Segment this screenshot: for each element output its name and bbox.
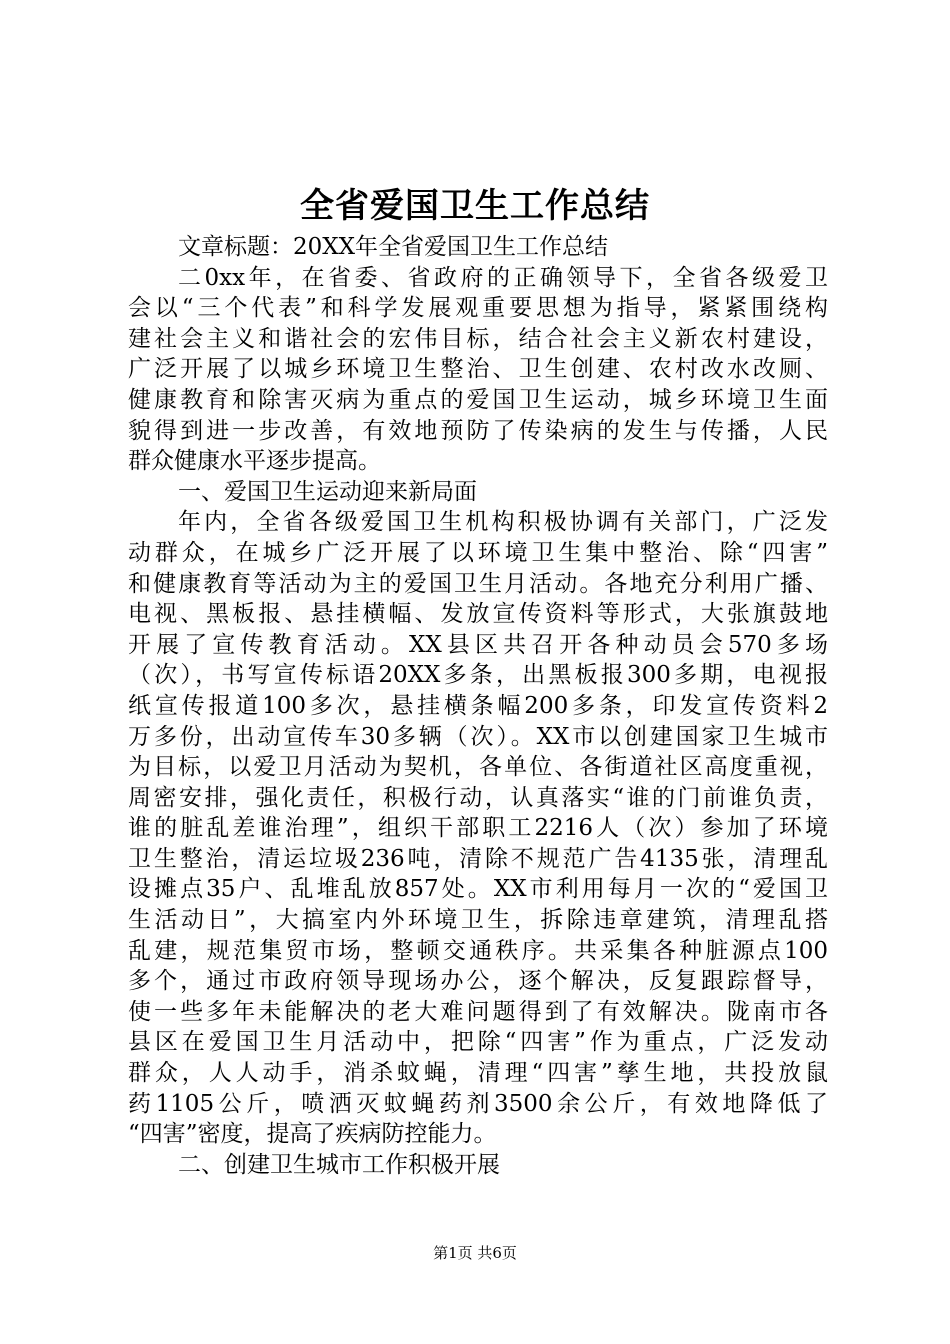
page-number-footer: 第1页 共6页 [433,1244,517,1262]
paragraph-line: 群众，人人动手，消杀蚊蝇，清理“四害”孳生地，共投放鼠 [128,1060,828,1087]
paragraph-line: “四害”密度，提高了疾病防控能力。 [128,1121,497,1148]
paragraph-line: 建社会主义和谐社会的宏伟目标，结合社会主义新农村建设， [128,325,828,352]
paragraph-line: 动群众，在城乡广泛开展了以环境卫生集中整治、除“四害” [128,539,828,566]
paragraph-line: 药1105公斤，喷洒灭蚊蝇药剂3500余公斤，有效地降低了 [128,1090,828,1117]
document-body [128,232,828,1180]
paragraph-line: 设摊点35户、乱堆乱放857处。XX市利用每月一次的“爱国卫 [128,876,828,903]
paragraph-line: 会以“三个代表”和科学发展观重要思想为指导，紧紧围绕构 [128,295,828,322]
paragraph-line: 电视、黑板报、悬挂横幅、发放宣传资料等形式，大张旗鼓地 [128,601,828,628]
paragraph-line: 县区在爱国卫生月活动中，把除“四害”作为重点，广泛发动 [128,1029,828,1056]
paragraph-line: 卫生整治，清运垃圾236吨，清除不规范广告4135张，清理乱 [128,845,828,872]
paragraph-line: 乱建，规范集贸市场，整顿交通秩序。共采集各种脏源点100 [128,937,828,964]
paragraph-line: 使一些多年未能解决的老大难问题得到了有效解决。陇南市各 [128,998,828,1025]
section-heading: 一、爱国卫生运动迎来新局面 [178,478,477,505]
paragraph-line: 二0xx年，在省委、省政府的正确领导下，全省各级爱卫 [178,264,828,291]
paragraph-line: 开展了宣传教育活动。XX县区共召开各种动员会570多场 [128,631,828,658]
paragraph-line: 貌得到进一步改善，有效地预防了传染病的发生与传播，人民 [128,417,828,444]
paragraph-line: 和健康教育等活动为主的爱国卫生月活动。各地充分利用广播、 [128,570,828,597]
paragraph-line: 健康教育和除害灭病为重点的爱国卫生运动，城乡环境卫生面 [128,386,828,413]
paragraph-line: 周密安排，强化责任，积极行动，认真落实“谁的门前谁负责， [128,784,828,811]
article-title-line: 文章标题：20XX年全省爱国卫生工作总结 [178,234,609,260]
paragraph-line: 广泛开展了以城乡环境卫生整治、卫生创建、农村改水改厕、 [128,356,828,383]
paragraph-line: 多个，通过市政府领导现场办公，逐个解决，反复跟踪督导， [128,968,828,995]
paragraph-line: 生活动日”，大搞室内外环境卫生，拆除违章建筑，清理乱搭 [128,907,828,934]
document-title: 全省爱国卫生工作总结 [300,186,650,226]
paragraph-line: 群众健康水平逐步提高。 [128,448,381,475]
paragraph-line: 年内，全省各级爱国卫生机构积极协调有关部门，广泛发 [178,509,828,536]
paragraph-line: 万多份，出动宣传车30多辆（次）。XX市以创建国家卫生城市 [128,723,828,750]
paragraph-line: （次），书写宣传标语20XX多条，出黑板报300多期，电视报 [128,662,828,689]
paragraph-line: 谁的脏乱差谁治理”，组织干部职工2216人（次）参加了环境 [128,815,828,842]
paragraph-line: 纸宣传报道100多次，悬挂横条幅200多条，印发宣传资料2 [128,692,828,719]
paragraph-line: 为目标，以爱卫月活动为契机，各单位、各街道社区高度重视， [128,754,828,781]
section-heading: 二、创建卫生城市工作积极开展 [178,1151,500,1178]
